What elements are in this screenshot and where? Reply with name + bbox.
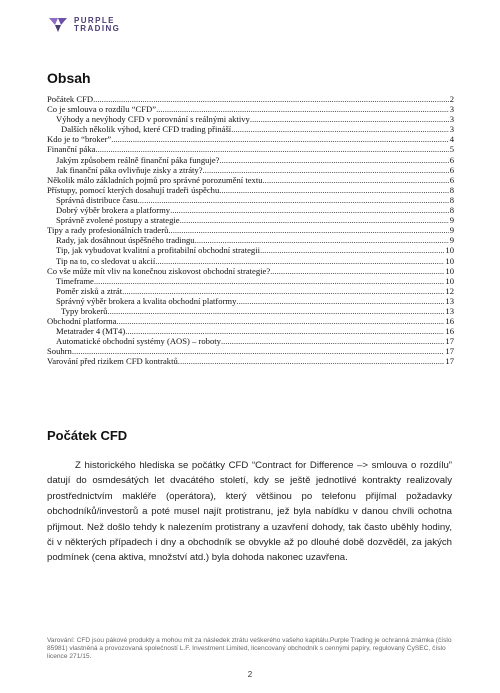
toc-entry[interactable] [47,215,454,225]
toc-entry-page: 6 [449,174,454,185]
toc-entry-page: 6 [449,154,454,165]
toc-title: Obsah [47,70,91,86]
toc-entry[interactable] [47,195,454,205]
toc-dot-leader [195,235,449,245]
toc-entry-title: Obchodní platforma [47,316,117,327]
purple-trading-logo-icon [48,15,68,35]
page-number: 2 [247,670,253,679]
toc-dot-leader [94,276,445,286]
toc-entry[interactable] [47,245,454,255]
toc-entry[interactable] [47,114,454,124]
toc-entry-page: 3 [449,114,454,125]
toc-entry-page: 8 [449,184,454,195]
toc-entry-title: Počátek CFD [47,94,94,104]
toc-dot-leader [263,175,449,185]
toc-dot-leader [168,225,448,235]
toc-entry-title: Metatrader 4 (MT4) [56,326,126,337]
toc-entry[interactable] [47,124,454,134]
toc-entry[interactable] [47,144,454,154]
toc-entry-title: Typy brokerů [61,305,108,316]
toc-entry[interactable] [47,256,454,266]
toc-entry-page: 8 [449,205,454,216]
toc-dot-leader [219,185,448,195]
toc-dot-leader [221,336,444,346]
toc-entry-page: 17 [445,336,454,347]
toc-entry-page: 10 [445,275,454,286]
toc-entry-title: Několik málo základních pojmů pro správné porozumění textu [47,174,263,185]
toc-entry-page: 10 [445,255,454,266]
section-body: Z historického hlediska se počátky CFD “Contract for Difference –> smlouva o rozdílu” datují do osmdesátých let dvacátého století, kdy se ještě jednotlivé kontrakty realizovaly prostřednictvím makléře (operátora), který většinou po telefonu přijímal požadavky obchodníků/investorů a poté musel najít protistranu, jež byla nabídku v danou chvíli ochotna přijmout. Než došlo tehdy k nalezením protistrany a uzavření dohody, tak často uběhly hodiny, či v některých případech i dny a obchodník se obvykle až po dlouhé době dozvěděl, za jakých podmínek (cena aktiva, množství atd.) byla dohoda nakonec uzavřena. [47,460,452,564]
toc-dot-leader [93,94,449,104]
toc-entry[interactable] [47,155,454,165]
toc-entry-page: 13 [445,305,454,316]
toc-dot-leader [107,306,444,316]
toc-entry[interactable] [47,185,454,195]
toc-entry-title: Tip, jak vybudovat kvalitní a profitabilní obchodní strategii [56,245,260,256]
toc-dot-leader [111,134,449,144]
toc-entry-page: 17 [445,346,454,357]
toc-dot-leader [180,215,449,225]
toc-entry-title: Správně zvolené postupy a strategie [56,215,180,226]
logo-line-2: TRADING [74,24,121,33]
toc-dot-leader [270,266,444,276]
toc-entry-page: 13 [445,295,454,306]
toc-dot-leader [125,326,444,336]
toc-entry-page: 8 [449,194,454,205]
toc-entry[interactable] [47,316,454,326]
logo-line-1: PURPLE [74,15,115,25]
toc-entry-title: Správná distribuce času [56,194,138,205]
toc-entry-page: 10 [445,245,454,256]
toc-entry-title: Výhody a nevýhody CFD v porovnání s reálnými aktivy [56,114,250,125]
logo-wordmark [74,17,120,34]
toc-entry[interactable] [47,336,454,346]
toc-dot-leader [203,165,449,175]
toc-entry-title: Přístupy, pomocí kterých dosahují tradeři úspěchu [47,184,220,195]
toc-entry-page: 9 [449,225,454,236]
toc-entry[interactable] [47,286,454,296]
toc-entry-title: Co vše může mít vliv na konečnou ziskovost obchodní strategie? [47,265,271,276]
section-heading: Počátek CFD [47,428,128,443]
toc-entry-page: 9 [449,235,454,246]
toc-entry-page: 16 [445,316,454,327]
toc-entry-page: 2 [449,94,454,104]
toc-dot-leader [122,286,444,296]
table-of-contents [47,94,454,367]
toc-entry-page: 4 [449,134,454,145]
toc-dot-leader [156,104,449,114]
toc-entry[interactable] [47,296,454,306]
toc-entry[interactable] [47,175,454,185]
toc-entry-title: Tip na to, co sledovat u akcií [56,255,156,266]
toc-entry-page: 17 [445,356,454,367]
toc-entry-title: Rady, jak dosáhnout úspěšného tradingu [56,235,195,246]
toc-entry-page: 10 [445,265,454,276]
toc-entry[interactable] [47,134,454,144]
toc-entry-page: 12 [445,285,454,296]
toc-entry-title: Jakým způsobem reálně finanční páka funguje? [56,154,220,165]
brand-logo [48,14,120,36]
toc-dot-leader [219,155,448,165]
toc-entry[interactable] [47,165,454,175]
toc-dot-leader [178,356,445,366]
toc-dot-leader [116,316,444,326]
toc-entry-page: 3 [449,104,454,115]
toc-entry-title: Správný výběr brokera a kvalita obchodní platformy [56,295,237,306]
toc-dot-leader [236,296,444,306]
toc-dot-leader [170,205,449,215]
toc-entry-title: Co je smlouva o rozdílu “CFD” [47,104,157,115]
toc-entry[interactable] [47,266,454,276]
toc-dot-leader [138,195,449,205]
toc-entry-title: Jak finanční páka ovlivňuje zisky a ztráty? [56,164,203,175]
toc-entry-title: Finanční páka [47,144,96,155]
toc-entry-page: 3 [449,124,454,135]
toc-entry[interactable] [47,356,454,366]
risk-warning-footer: Varování: CFD jsou pákové produkty a mohou mít za následek ztrátu veškerého vašeho kapitálu.Purple Trading je ochranná známka (číslo 85981) vlastněná a provozovaná společností L.F. Investment Limited, licencovaný obchodník s cennými papíry, regulovaný CySEC, číslo licence 271/15. [47,637,452,661]
toc-entry[interactable] [47,346,454,356]
toc-dot-leader [250,114,449,124]
toc-dot-leader [155,256,444,266]
toc-entry[interactable] [47,104,454,114]
toc-entry[interactable] [47,205,454,215]
toc-dot-leader [95,144,448,154]
toc-entry-title: Dalších několik výhod, které CFD trading přináší [61,124,232,135]
toc-entry-page: 6 [449,164,454,175]
toc-dot-leader [231,124,449,134]
toc-entry[interactable] [47,326,454,336]
toc-entry-page: 5 [449,144,454,155]
toc-dot-leader [260,245,444,255]
toc-entry-title: Varování před rizikem CFD kontraktů [47,356,178,367]
toc-entry-title: Kdo je to “broker” [47,134,112,145]
toc-entry-title: Automatické obchodní systémy (AOS) – roboty [56,336,221,347]
toc-entry-title: Souhrn [47,346,72,357]
toc-entry[interactable] [47,235,454,245]
toc-entry-title: Poměr zisků a ztrát [56,285,123,296]
toc-entry-page: 16 [445,326,454,337]
toc-entry[interactable] [47,306,454,316]
toc-entry-page: 9 [449,215,454,226]
toc-entry[interactable] [47,94,454,104]
toc-dot-leader [72,346,445,356]
toc-entry[interactable] [47,276,454,286]
toc-entry-title: Dobrý výběr brokera a platformy [56,205,171,216]
toc-entry-title: Timeframe [56,275,94,286]
toc-entry-title: Tipy a rady profesionálních traderů [47,225,169,236]
toc-entry[interactable] [47,225,454,235]
